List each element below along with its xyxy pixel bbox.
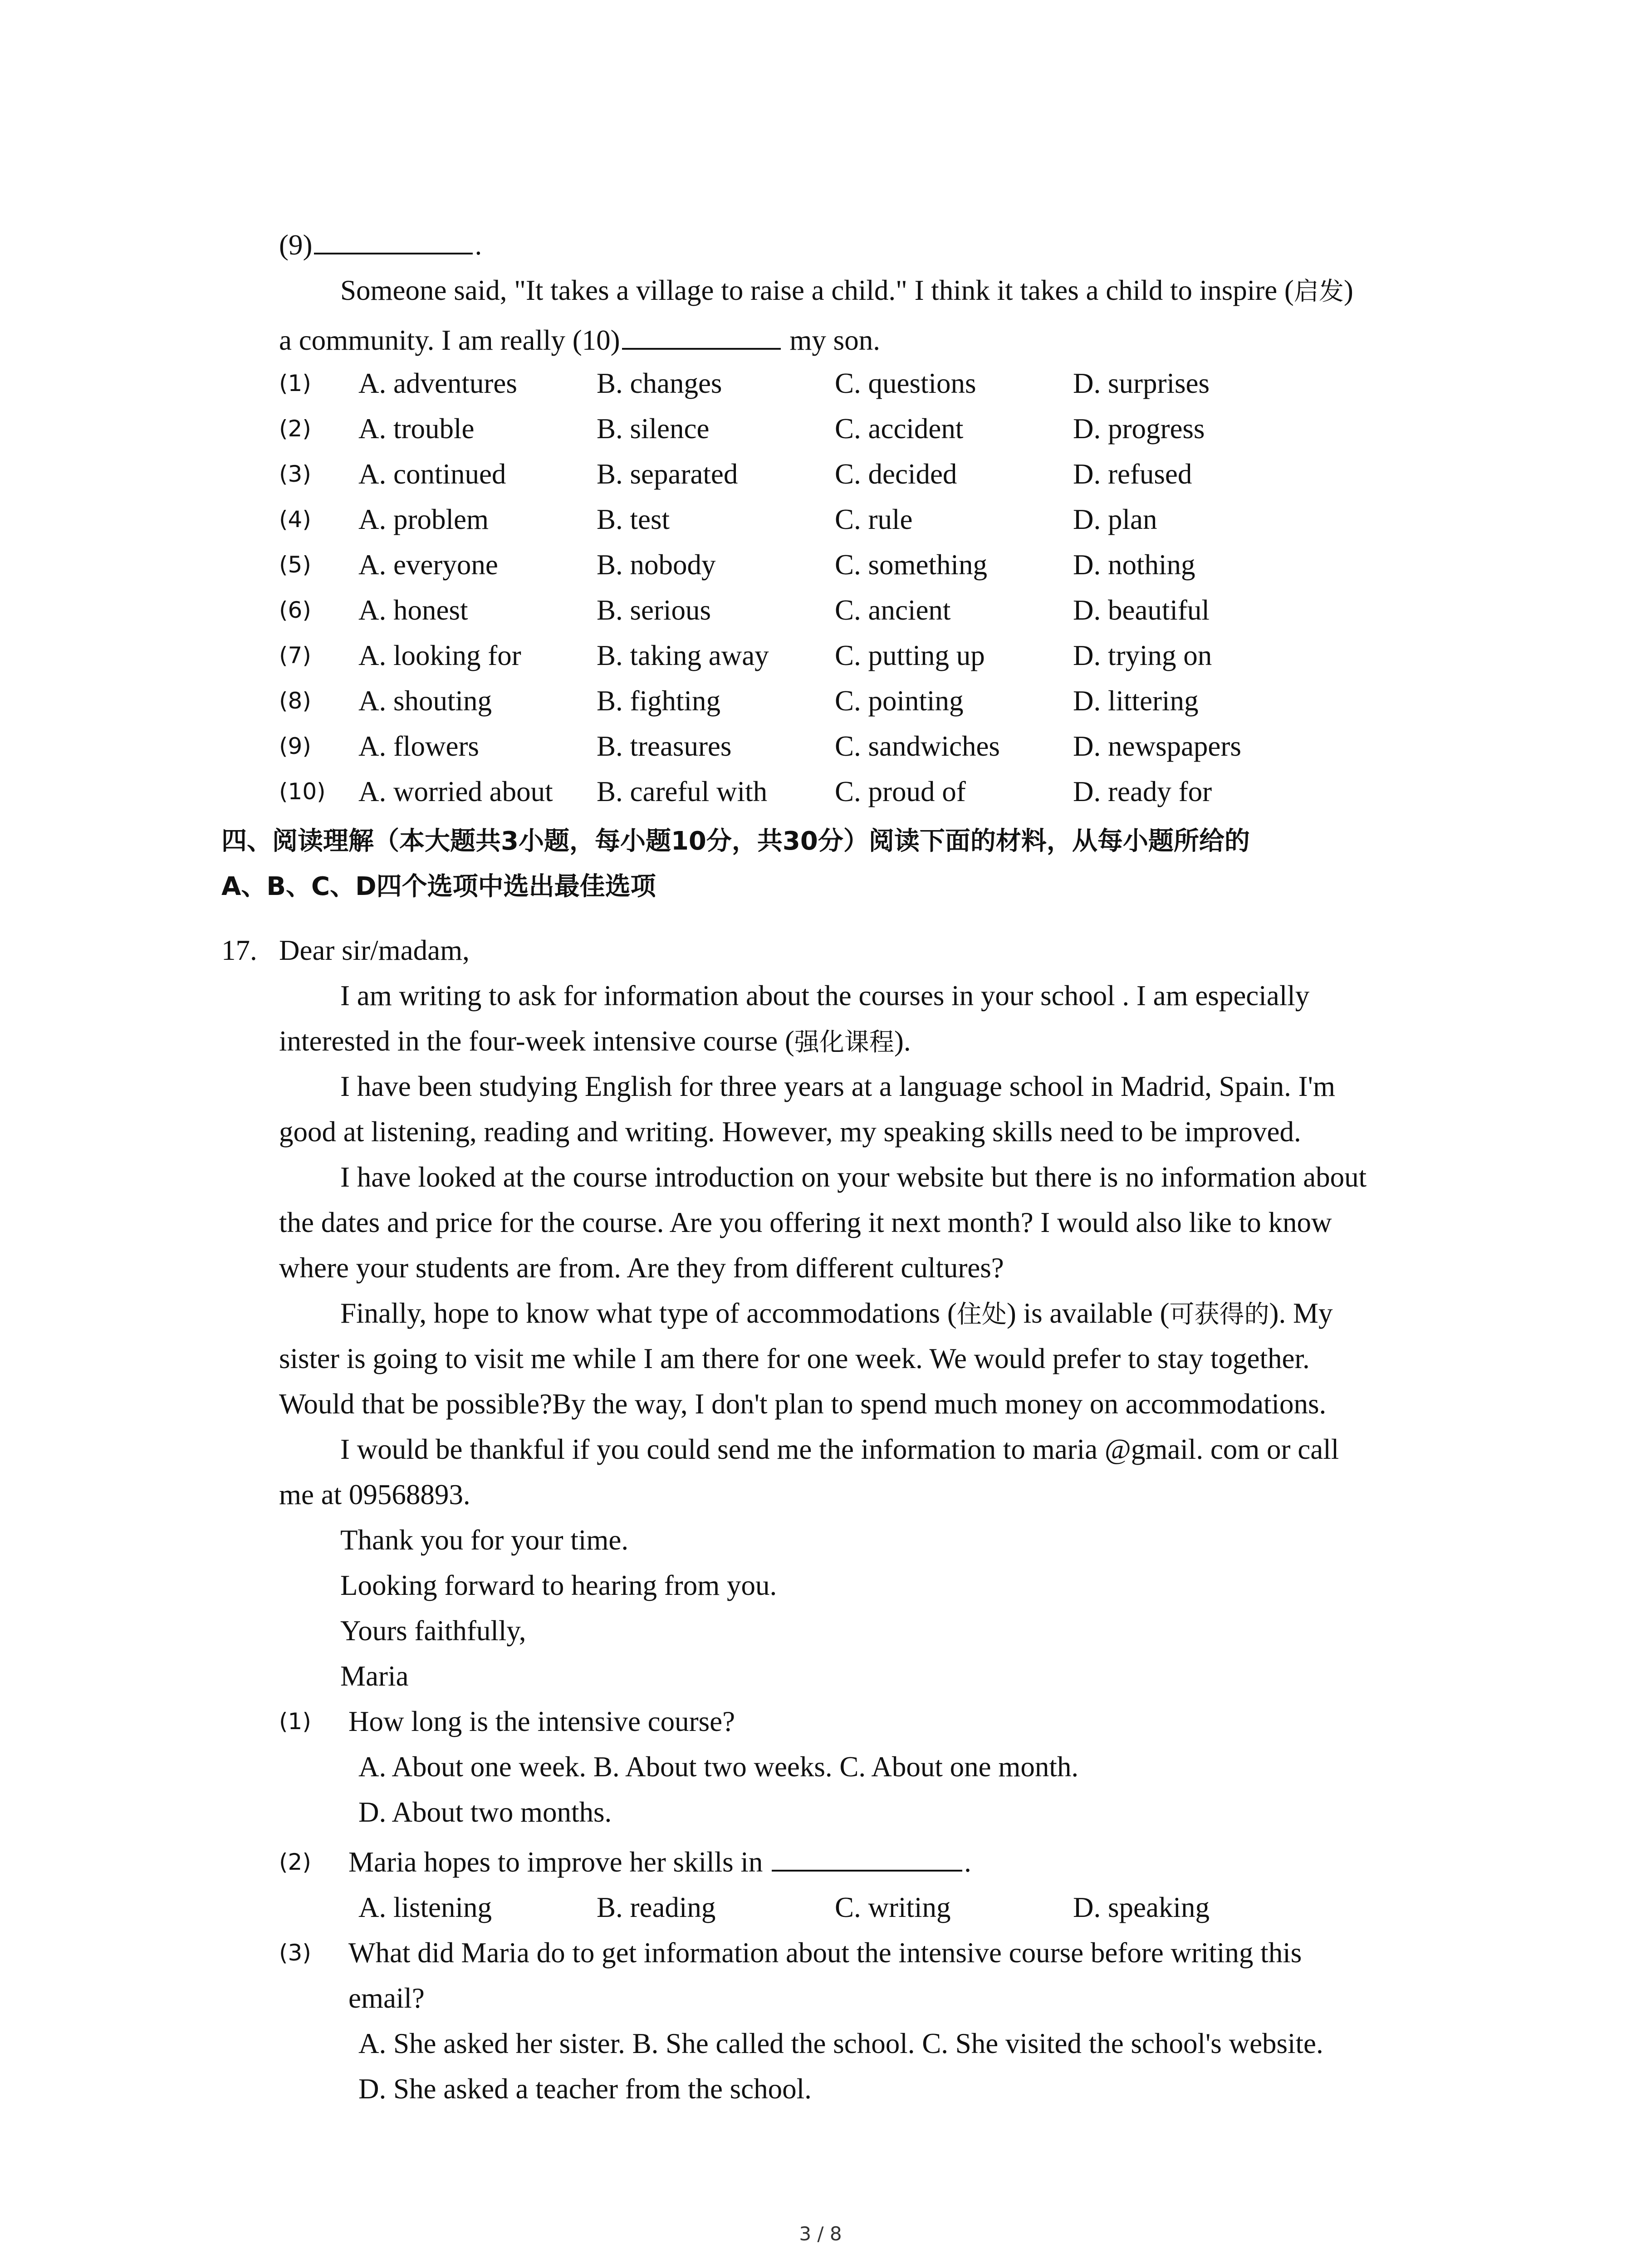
letter-line: sister is going to visit me while I am there for one week. We would prefer to stay together. <box>279 1343 1310 1374</box>
letter-greeting: Dear sir/madam, <box>279 934 470 966</box>
letter-line: where your students are from. Are they from different cultures? <box>279 1252 1004 1284</box>
answer-blank <box>314 227 473 254</box>
option-d: D. speaking <box>1073 1892 1210 1923</box>
letter-line: good at listening, reading and writing. However, my speaking skills need to be improved. <box>279 1116 1301 1148</box>
letter-line: Would that be possible?By the way, I don't plan to spend much money on accommodations. <box>279 1388 1327 1420</box>
section-heading: 四、阅读理解（本大题共3小题，每小题10分，共30分）阅读下面的材料，从每小题所给的 <box>221 826 1250 856</box>
question-stem: What did Maria do to get information about the intensive course before writing this <box>348 1937 1302 1969</box>
exam-page: (9) . Someone said, "It takes a village to raise a child." I think it takes a child to inspire (启发) a community. I am really (10) my son. (1) A. adventures B. changes C. questions D. surprises (2) A. trouble B. silence C. accident D. progress (3) A. continued B. separated C. decided D. refused (4) A. problem B. test C. rule D. plan (5) A. everyone B. nobody C. something D. nothing (6) A. honest B. serious C. ancient D. beautiful (7) A. looking for B. taking away C. putting up D. trying on (8) A. shouting B. fighting C. pointing D. littering (9) A. flowers B. treasures C. sandwiches D. newspapers (10) A. worried about B. careful with C. proud of D. ready for 四、阅读理解（本大题共3小题，每小题10分，共30分）阅读下面的材料，从每小题所给的 A、B、C、D四个选项中选出最佳选项 17. Dear sir/madam, I am writing to ask for information about the courses in your school . I am especially interested in the four-week intensive course (强化课程). I have been studying English for three years at a language school in Madrid, Spain. I'm good at listening, reading and writing. However, my speaking skills need to be improved. I have looked at the course introduction on your website but there is no information about the dates and price for the course. Are you offering it next month? I would also like to know where your students are from. Are they from different cultures? Finally, hope to know what type of accommodations (住处) is available (可获得的). My sister is going to visit me while I am there for one week. We would prefer to stay together. Would that be possible?By the way, I don't plan to spend much money on accommodations. I would be thankful if you could send me the information to maria @gmail. com or call me at 09568893. Thank you for your time. Looking forward to hearing from you. Yours faithfully, Maria (1) How long is the intensive course? A. About one week. B. About two weeks. C. About one month. D. About two months. (2) Maria hopes to improve her skills in . A. listening B. reading C. writing D. speaking (3) What did Maria do to get information about the intensive course before writing this email? A. She asked her sister. B. She called the school. C. She visited the school's website. D. She asked a teacher from the school. 3 / 8 <box>0 0 1641 2268</box>
option-a: A. listening <box>358 1892 492 1923</box>
page-number: 3 / 8 <box>799 2223 842 2245</box>
cloze-paragraph-line2: a community. I am really (10) my son. <box>279 322 880 358</box>
cloze-paragraph-line1: Someone said, "It takes a village to raise a child." I think it takes a child to inspire (启发) <box>340 274 1353 306</box>
question-options: D. About two months. <box>358 1796 612 1828</box>
question-options: A. About one week. B. About two weeks. C. About one month. <box>358 1751 1079 1783</box>
section-heading-line2: A、B、C、D四个选项中选出最佳选项 <box>221 872 656 901</box>
question-options: A. She asked her sister. B. She called the school. C. She visited the school's website. <box>358 2028 1323 2059</box>
option-b: B. reading <box>597 1892 716 1923</box>
letter-line: I would be thankful if you could send me the information to maria @gmail. com or call <box>340 1433 1339 1465</box>
answer-blank <box>772 1844 962 1872</box>
letter-line: Thank you for your time. <box>340 1524 629 1556</box>
letter-line: the dates and price for the course. Are you offering it next month? I would also like to know <box>279 1207 1332 1238</box>
letter-line: me at 09568893. <box>279 1479 470 1510</box>
letter-line: Looking forward to hearing from you. <box>340 1569 777 1601</box>
question-options: D. She asked a teacher from the school. <box>358 2073 812 2105</box>
option-c: C. writing <box>835 1892 951 1923</box>
answer-blank <box>622 323 781 350</box>
letter-line: Yours faithfully, <box>340 1615 526 1647</box>
letter-line: I have been studying English for three years at a language school in Madrid, Spain. I'm <box>340 1070 1336 1102</box>
letter-line: interested in the four-week intensive course (强化课程). <box>279 1025 911 1057</box>
question-stem: How long is the intensive course? <box>348 1706 735 1737</box>
question-stem-line2: email? <box>348 1982 425 2014</box>
cloze-line-9: (9) . <box>279 227 482 263</box>
letter-line: I am writing to ask for information about the courses in your school . I am especially <box>340 980 1310 1012</box>
letter-line: I have looked at the course introduction on your website but there is no information about <box>340 1161 1367 1193</box>
question-number: 17. <box>221 934 257 966</box>
letter-signature: Maria <box>340 1660 409 1692</box>
question-stem: Maria hopes to improve her skills in . <box>348 1844 971 1880</box>
letter-line: Finally, hope to know what type of accommodations (住处) is available (可获得的). My <box>340 1297 1333 1329</box>
